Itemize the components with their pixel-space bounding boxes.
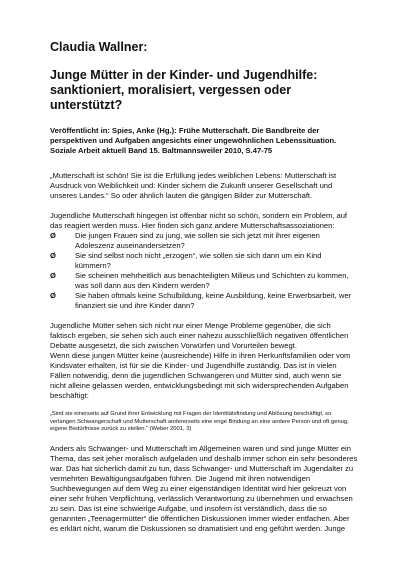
bullet-text: Die jungen Frauen sind zu jung, wie sollen sie sich jetzt mit ihrer eigenen Adoleszenz auseinandersetzen? (75, 231, 320, 250)
bullet-marker: Ø (50, 231, 56, 240)
bullet-text: Sie haben oftmals keine Schulbildung, keine Ausbildung, keine Erwerbsarbeit, wer finanziert sie und ihre Kinder dann? (75, 291, 352, 310)
publication-info: Veröffentlicht in: Spies, Anke (Hg.): Frühe Mutterschaft. Die Bandbreite der perspektiven und Aufgaben angesichts einer ungewöhnlichen Lebenssituation. Soziale Arbeit aktuell Band 15. Baltmannsweiler 2010, S.47-75 (50, 126, 337, 155)
youth-paragraph: Jugendliche Mutterschaft hingegen ist offenbar nicht so schön, sondern ein Problem, auf das reagiert werden muss. Hier finden sich ganz andere Mutterschaftsassoziationen: (50, 211, 348, 230)
block-quote: „Sind sie einerseits auf Grund ihrer Entwicklung mit Fragen der Identitätsfindung und Ablösung beschäftigt, so verlangen Schwangerschaft und Mutterschaft andererseits eine enge Bindung an eine andere Person und oft genug, eigene Bedürfnisse zurück zu stellen.“ (Weber 2001, 3) (50, 411, 349, 433)
article-title: Junge Mütter in der Kinder- und Jugendhilfe: sanktioniert, moralisiert, vergessen oder unterstützt? (50, 68, 318, 112)
author-heading: Claudia Wallner: (50, 40, 148, 54)
list-item (50, 231, 358, 251)
help-paragraph: Wenn diese jungen Mütter keine (ausreichende) Hilfe in ihren Herkunftsfamilien oder vom Kindsvater erhalten, ist für sie die Kinder- und Jugendhilfe zuständig. Das ist in vielen Fällen notwendig, denn die jugendlichen Schwangeren und Mütter sind, auch wenn sie nicht alleine gelassen werden, entwicklungsbedingt mit sich widersprechenden Aufgaben beschäftigt: (50, 351, 351, 400)
bullet-marker: Ø (50, 251, 56, 260)
bullet-marker: Ø (50, 271, 56, 280)
bullet-marker: Ø (50, 291, 56, 300)
bullet-text: Sie sind selbst noch nicht „erzogen“, wie sollen sie sich dann um ein Kind kümmern? (75, 251, 322, 270)
association-list (50, 231, 358, 311)
list-item (50, 271, 358, 291)
problems-paragraph: Jugendliche Mütter sehen sich nicht nur einer Menge Probleme gegenüber, die sich faktisch ergeben, sie sehen sich auch einer nahezu ausschließlich negativen öffentlichen Debatte ausgesetzt, die sich zwischen Vorwürfen und Vorurteilen bewegt. (50, 321, 349, 350)
list-item (50, 251, 358, 271)
intro-paragraph: „Mutterschaft ist schön! Sie ist die Erfüllung jedes weiblichen Lebens: Mutterschaft ist Ausdruck von Weiblichkeit und: Kinder sichern die Zukunft unserer Gesellschaft und unseres Landes.“ So oder ähnlich lauten die gängigen Bilder zur Mutterschaft. (50, 171, 337, 200)
bullet-text: Sie scheinen mehrheitlich aus benachteiligten Milieus und Schichten zu kommen, was soll dann aus den Kindern werden? (75, 271, 349, 290)
list-item (50, 291, 358, 311)
other-paragraph: Anders als Schwanger- und Mutterschaft im Allgemeinen waren und sind junge Mütter ein Thema, das seit jeher moralisch aufgeladen und deshalb immer schon ein sehr besonderes war. Das hat sicherlich damit zu tun, dass Schwanger- und Mutterschaft im Jugendalter zu vermehrten Bewältigungsaufgaben führen. Die Jugend mit ihren notwendigen Suchbewegungen auf dem Weg zu einer eigenständigen Identität wird hier gekreuzt von einer sehr frühen Verpflichtung, verlässlich Verantwortung zu übernehmen und erwachsen zu sein. Das ist eine schwierige Aufgabe, und insofern ist verständlich, dass die so genannten „Teenagermütter“ die öffentlichen Diskussionen immer wieder entfachen. Aber es erklärt nicht, warum die Diskussionen so dramatisiert und eng geführt werden. Junge (50, 443, 358, 533)
